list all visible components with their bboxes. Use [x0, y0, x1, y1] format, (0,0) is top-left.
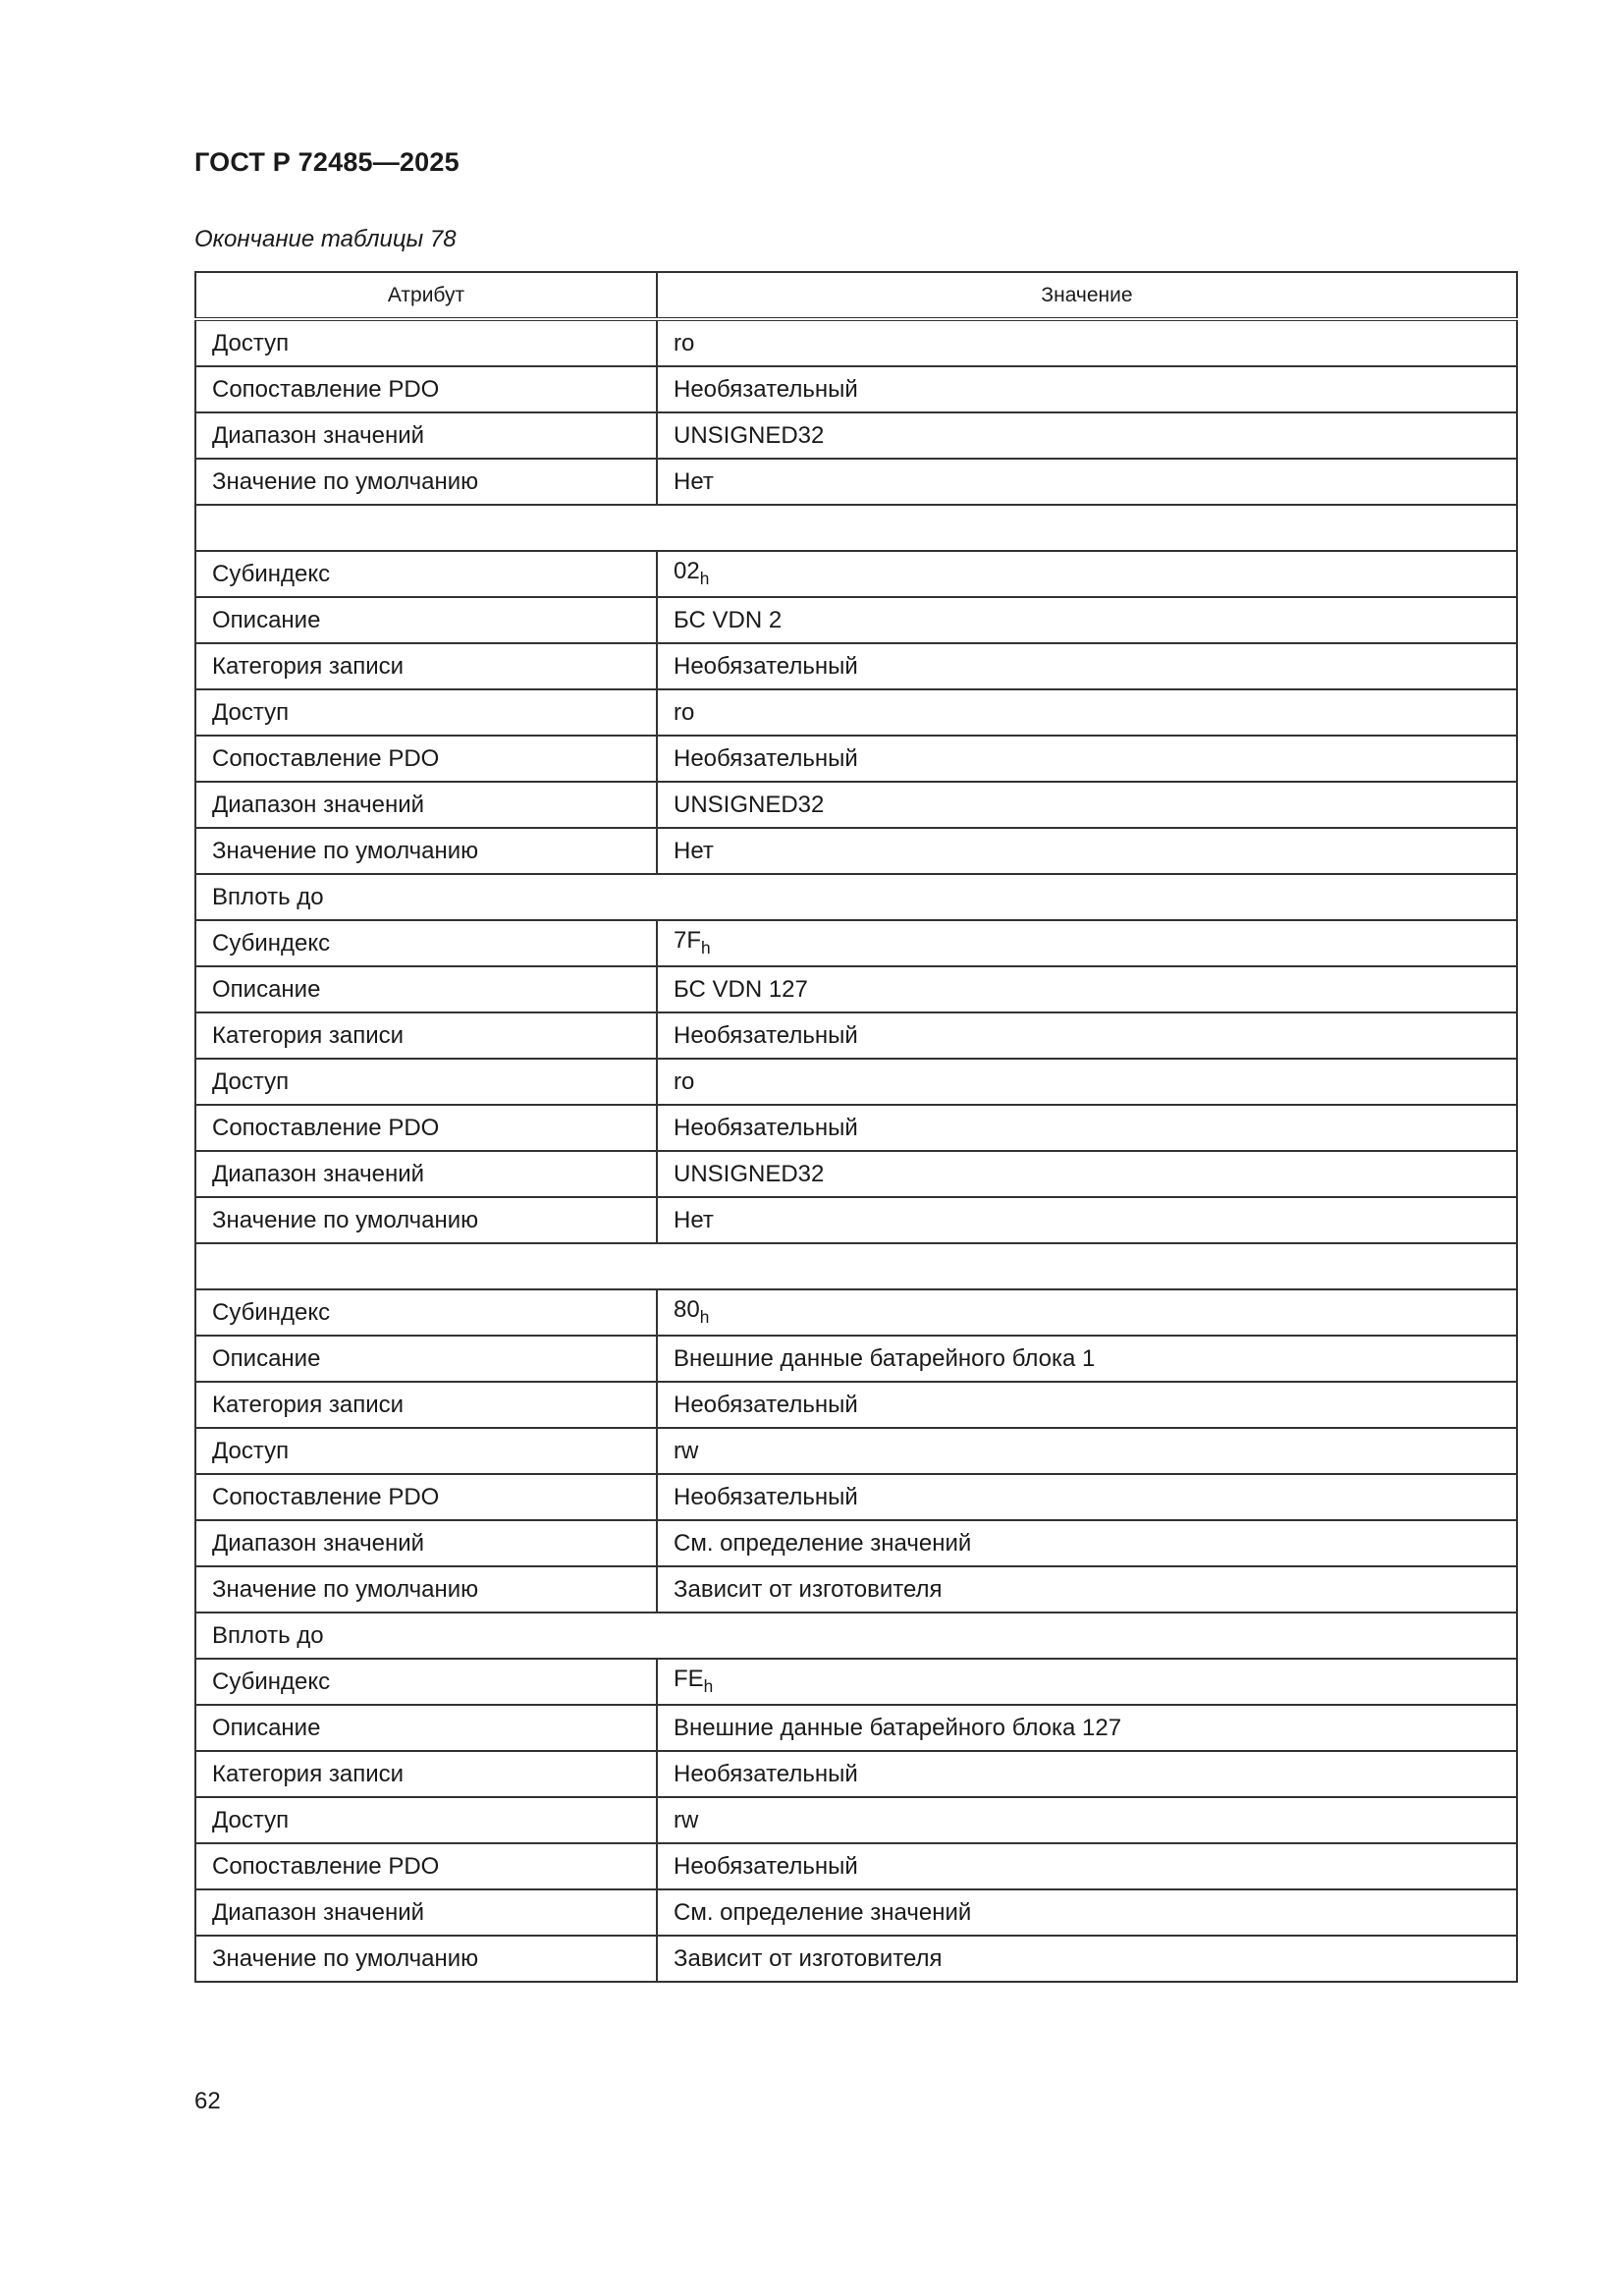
hex-suffix: h	[699, 569, 710, 589]
attribute-cell: Диапазон значений	[195, 782, 657, 828]
value-text: UNSIGNED32	[674, 1160, 825, 1187]
attribute-cell: Описание	[195, 1336, 657, 1382]
value-text: Необязательный	[674, 744, 858, 772]
value-cell	[657, 736, 1517, 782]
value-text: Необязательный	[674, 1391, 858, 1418]
document-title: ГОСТ Р 72485—2025	[194, 147, 460, 177]
value-text: Необязательный	[674, 1483, 858, 1510]
table-row	[195, 966, 1517, 1012]
hex-suffix: h	[699, 1307, 710, 1328]
attribute-cell: Диапазон значений	[195, 1889, 657, 1936]
value-text: rw	[674, 1806, 699, 1833]
value-text: Нет	[674, 467, 714, 495]
table-row-range	[195, 1613, 1517, 1659]
table-row	[195, 920, 1517, 966]
table-row	[195, 1520, 1517, 1566]
value-cell	[657, 1936, 1517, 1982]
value-cell	[657, 1428, 1517, 1474]
column-header-value: Значение	[657, 272, 1517, 319]
value-text: БС VDN 127	[674, 975, 808, 1003]
value-cell	[657, 1197, 1517, 1243]
value-text: Нет	[674, 837, 714, 864]
value-cell	[657, 459, 1517, 505]
value-text: Необязательный	[674, 1021, 858, 1049]
attribute-cell: Сопоставление PDO	[195, 736, 657, 782]
table-row	[195, 1059, 1517, 1105]
table-row	[195, 412, 1517, 459]
table-row	[195, 551, 1517, 597]
attribute-table	[194, 271, 1518, 1983]
table-row-blank	[195, 505, 1517, 551]
value-cell	[657, 1012, 1517, 1059]
value-cell	[657, 1843, 1517, 1889]
table-row	[195, 319, 1517, 366]
attribute-cell: Значение по умолчанию	[195, 828, 657, 874]
page-number: 62	[194, 2088, 221, 2114]
table-row	[195, 597, 1517, 643]
blank-cell	[195, 505, 1517, 551]
value-cell	[657, 319, 1517, 366]
table-row	[195, 1843, 1517, 1889]
attribute-cell: Субиндекс	[195, 551, 657, 597]
value-cell	[657, 689, 1517, 736]
attribute-cell: Доступ	[195, 1059, 657, 1105]
attribute-cell: Описание	[195, 1705, 657, 1751]
table-body	[195, 319, 1517, 1982]
attribute-cell: Диапазон значений	[195, 412, 657, 459]
table-row	[195, 1889, 1517, 1936]
table-row-blank	[195, 1243, 1517, 1289]
attribute-cell: Субиндекс	[195, 920, 657, 966]
attribute-cell: Категория записи	[195, 1012, 657, 1059]
attribute-cell: Значение по умолчанию	[195, 1936, 657, 1982]
value-cell	[657, 1059, 1517, 1105]
table-row	[195, 1012, 1517, 1059]
attribute-cell: Доступ	[195, 319, 657, 366]
value-text: Необязательный	[674, 375, 858, 403]
value-cell	[657, 1336, 1517, 1382]
table-row	[195, 1289, 1517, 1336]
value-text: См. определение значений	[674, 1898, 972, 1926]
table-row	[195, 643, 1517, 689]
value-text: 80	[674, 1296, 700, 1324]
table-row	[195, 782, 1517, 828]
value-text: См. определение значений	[674, 1529, 972, 1557]
attribute-cell: Доступ	[195, 1428, 657, 1474]
table-row	[195, 1705, 1517, 1751]
value-text: 7F	[674, 927, 702, 955]
value-text: Зависит от изготовителя	[674, 1575, 943, 1603]
value-cell	[657, 1659, 1517, 1705]
table-row	[195, 1382, 1517, 1428]
attribute-cell: Диапазон значений	[195, 1151, 657, 1197]
value-cell	[657, 920, 1517, 966]
table-header-row	[195, 272, 1517, 319]
table-row	[195, 1474, 1517, 1520]
value-cell	[657, 1566, 1517, 1613]
value-text: Внешние данные батарейного блока 1	[674, 1344, 1096, 1372]
value-cell	[657, 1797, 1517, 1843]
table-row	[195, 1566, 1517, 1613]
value-text: 02	[674, 558, 700, 585]
value-cell	[657, 1705, 1517, 1751]
value-text: ro	[674, 329, 695, 356]
value-text: FE	[674, 1666, 704, 1693]
value-cell	[657, 1474, 1517, 1520]
column-header-attribute: Атрибут	[195, 272, 657, 319]
value-text: Внешние данные батарейного блока 127	[674, 1714, 1122, 1741]
table-row	[195, 689, 1517, 736]
value-cell	[657, 597, 1517, 643]
table-row	[195, 1428, 1517, 1474]
attribute-cell: Доступ	[195, 689, 657, 736]
range-cell: Вплоть до	[195, 1613, 1517, 1659]
attribute-cell: Категория записи	[195, 1751, 657, 1797]
value-text: ro	[674, 698, 695, 726]
table-row-range	[195, 874, 1517, 920]
attribute-cell: Сопоставление PDO	[195, 366, 657, 412]
table-row	[195, 1197, 1517, 1243]
value-cell	[657, 966, 1517, 1012]
table-caption: Окончание таблицы 78	[194, 226, 457, 252]
attribute-cell: Сопоставление PDO	[195, 1474, 657, 1520]
table-row	[195, 1105, 1517, 1151]
value-cell	[657, 1105, 1517, 1151]
value-cell	[657, 1289, 1517, 1336]
attribute-cell: Категория записи	[195, 643, 657, 689]
value-text: БС VDN 2	[674, 606, 783, 633]
attribute-cell: Категория записи	[195, 1382, 657, 1428]
value-cell	[657, 1520, 1517, 1566]
value-cell	[657, 412, 1517, 459]
value-text: rw	[674, 1437, 699, 1464]
attribute-cell: Значение по умолчанию	[195, 1566, 657, 1613]
value-text: Необязательный	[674, 1760, 858, 1787]
table-row	[195, 1151, 1517, 1197]
table-row	[195, 1936, 1517, 1982]
range-cell: Вплоть до	[195, 874, 1517, 920]
attribute-cell: Значение по умолчанию	[195, 1197, 657, 1243]
value-cell	[657, 366, 1517, 412]
table-row	[195, 366, 1517, 412]
value-text: Зависит от изготовителя	[674, 1944, 943, 1972]
value-cell	[657, 1889, 1517, 1936]
table-row	[195, 736, 1517, 782]
attribute-cell: Сопоставление PDO	[195, 1105, 657, 1151]
attribute-cell: Сопоставление PDO	[195, 1843, 657, 1889]
blank-cell	[195, 1243, 1517, 1289]
attribute-cell: Доступ	[195, 1797, 657, 1843]
attribute-cell: Субиндекс	[195, 1659, 657, 1705]
value-cell	[657, 1151, 1517, 1197]
value-cell	[657, 1751, 1517, 1797]
value-cell	[657, 551, 1517, 597]
value-cell	[657, 828, 1517, 874]
value-text: Необязательный	[674, 1852, 858, 1880]
value-cell	[657, 782, 1517, 828]
attribute-cell: Описание	[195, 597, 657, 643]
value-text: UNSIGNED32	[674, 791, 825, 818]
value-text: ro	[674, 1067, 695, 1095]
attribute-cell: Диапазон значений	[195, 1520, 657, 1566]
value-cell	[657, 1382, 1517, 1428]
attribute-cell: Значение по умолчанию	[195, 459, 657, 505]
value-text: Необязательный	[674, 652, 858, 680]
table-row	[195, 1751, 1517, 1797]
table-row	[195, 1797, 1517, 1843]
value-text: Нет	[674, 1206, 714, 1233]
attribute-cell: Описание	[195, 966, 657, 1012]
table-row	[195, 828, 1517, 874]
attribute-cell: Субиндекс	[195, 1289, 657, 1336]
table-row	[195, 1659, 1517, 1705]
value-text: Необязательный	[674, 1114, 858, 1141]
table-row	[195, 1336, 1517, 1382]
hex-suffix: h	[703, 1676, 714, 1697]
value-text: UNSIGNED32	[674, 421, 825, 449]
table-row	[195, 459, 1517, 505]
value-cell	[657, 643, 1517, 689]
hex-suffix: h	[701, 938, 711, 958]
